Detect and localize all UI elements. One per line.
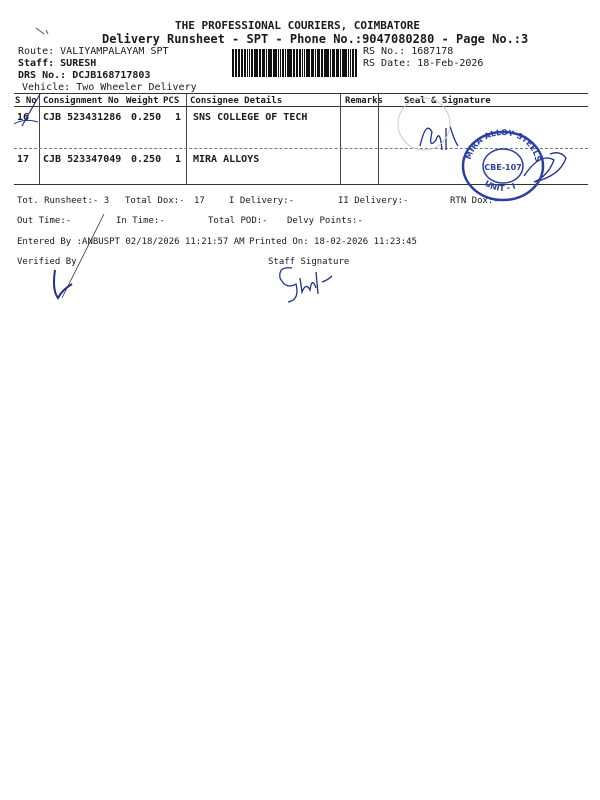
row-sno: 17 <box>17 154 30 165</box>
route-value: VALIYAMPALAYAM SPT <box>60 46 169 57</box>
row-pcs: 1 <box>175 154 182 165</box>
delvy-points: Delvy Points:- <box>287 216 363 226</box>
row-weight: 0.250 <box>131 112 162 123</box>
col-consignee: Consignee Details <box>190 96 283 106</box>
verified-by: Verified By <box>17 257 77 267</box>
in-time: In Time:- <box>116 216 165 226</box>
total-pod: Total POD:- <box>208 216 268 226</box>
staff-value: SURESH <box>60 58 97 69</box>
i-delivery: I Delivery:- <box>229 196 295 206</box>
printed-on: Printed On: 18-02-2026 11:23:45 <box>249 237 417 247</box>
col-consignment: Consignment No <box>43 96 119 106</box>
col-remarks: Remarks <box>345 96 383 106</box>
total-dox-value: 17 <box>194 196 205 206</box>
row-sno: 16 <box>17 112 30 123</box>
rs-date-label: RS Date: <box>363 58 412 69</box>
rtn-dox: RTN Dox:- <box>450 196 499 206</box>
row-consignment: CJB 523431286 <box>43 112 122 123</box>
seal-top-text: MIRA ALLOY STEELS <box>463 127 543 163</box>
col-seal: Seal & Signature <box>404 96 491 106</box>
seal-bottom-text: UNIT - I <box>483 178 517 193</box>
entered-by: Entered By :ANBUSPT 02/18/2026 11:21:57 AM <box>17 237 245 247</box>
svg-text:MIRA ALLOY STEELS <box>464 128 543 163</box>
company-name: THE PROFESSIONAL COURIERS, COIMBATORE <box>175 19 421 32</box>
staff-label: Staff: <box>18 58 55 69</box>
rs-date-value: 18-Feb-2026 <box>417 58 484 69</box>
rs-no-value: 1687178 <box>411 46 454 57</box>
out-time: Out Time:- <box>17 216 72 226</box>
vehicle-label: Vehicle: <box>22 82 71 93</box>
seal-center-text: CBE-107 <box>484 163 522 172</box>
rs-no-label: RS No.: <box>363 46 406 57</box>
drs-value: DCJB168717803 <box>72 70 151 81</box>
total-dox-label: Total Dox:- <box>125 196 185 206</box>
staff-signature-label: Staff Signature <box>268 257 350 267</box>
row-weight: 0.250 <box>131 154 162 165</box>
row-consignee: SNS COLLEGE OF TECH <box>193 112 308 123</box>
stray-mark <box>36 28 48 34</box>
company-seal-stamp <box>458 126 548 202</box>
row-pcs: 1 <box>175 112 182 123</box>
pen-underline-mark <box>14 120 38 124</box>
col-pcs: PCS <box>163 96 180 106</box>
row-consignee: MIRA ALLOYS <box>193 154 260 165</box>
staff-signature-drawing <box>280 268 332 302</box>
receiver-signature-drawing <box>420 126 458 150</box>
route-label: Route: <box>18 46 55 57</box>
runsheet-title: Delivery Runsheet - SPT - Phone No.:9047080280 - Page No.:3 <box>102 32 529 46</box>
vehicle-value: Two Wheeler Delivery <box>76 82 197 93</box>
drs-label: DRS No.: <box>18 70 67 81</box>
tot-runsheet: Tot. Runsheet:- 3 <box>17 196 110 206</box>
faint-stamp-mark <box>398 98 450 150</box>
col-weight: Weight <box>126 96 159 106</box>
row-consignment: CJB 523347049 <box>43 154 122 165</box>
pen-slash-mark <box>22 94 40 126</box>
ii-delivery: II Delivery:- <box>338 196 409 206</box>
col-sno: S No <box>15 96 37 106</box>
